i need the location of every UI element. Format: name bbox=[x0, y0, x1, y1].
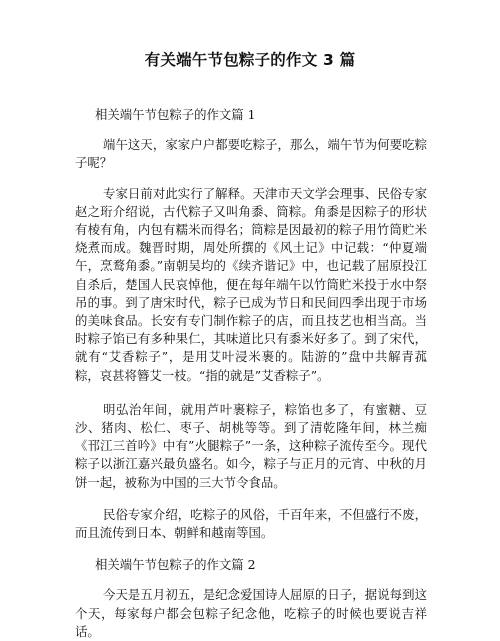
paragraph-question: 端午这天，家家户户都要吃粽子，那么，端午节为何要吃粽子呢？ bbox=[75, 137, 427, 171]
document-title: 有关端午节包粽子的作文 3 篇 bbox=[144, 51, 356, 69]
paragraph-history: 专家日前对此实行了解释。天津市天文学会理事、民俗专家赵之珩介绍说，古代粽子又叫角黍、筒粽。角黍是因粽子的形状有棱有角，内包有糯米而得名；筒粽是因最初的粽子用竹筒贮米烧煮而成。魏晋时期，周处所撰的《风土记》中记载：“仲夏端午，烹鹜角黍。”南朝吴均的《续齐谐记》中，也记载了屈原投江自杀后，楚国人民哀悼他，便在每年端午以竹筒贮米投于水中祭吊的事。到了唐宋时代，粽子已成为节日和民间四季出现于市场的美味食品。长安有专门制作粽子的店，而且技艺也相当高。当时粽子馅已有多种果仁，其味道比只有黍米好多了。到了宋代，就有“艾香粽子”，是用艾叶浸米裹的。陆游的”盘中共解青菰粽，哀甚将簪艾一枝。“指的就是”艾香粽子”。 bbox=[75, 185, 427, 383]
paragraph-section2: 今天是五月初五，是纪念爱国诗人屈原的日子，据说每到这个天，每家每户都会包粽子纪念他，吃粽子的时候也要说吉祥话。 bbox=[75, 587, 427, 639]
paragraph-custom: 民俗专家介绍，吃粽子的风俗，千百年来，不但盛行不废，而且流传到日本、朝鲜和越南等国。 bbox=[75, 506, 427, 541]
section-heading-2: 相关端午节包粽子的作文篇 2 bbox=[95, 557, 256, 573]
section-heading-1: 相关端午节包粽子的作文篇 1 bbox=[95, 107, 256, 122]
paragraph-ming-qing: 明弘治年间，就用芦叶裹粽子，粽馅也多了，有蜜糖、豆沙、猪肉、松仁、枣子、胡桃等等。到了清乾隆年间，林兰痴《邗江三首吟》中有”火腿粽子”一条，这种粽子流传至今。现代粽子以浙江嘉兴最负盛名。如今，粽子与正月的元宵、中秋的月饼一起，被称为中国的三大节令食品。 bbox=[75, 401, 427, 490]
document-body bbox=[75, 106, 427, 641]
